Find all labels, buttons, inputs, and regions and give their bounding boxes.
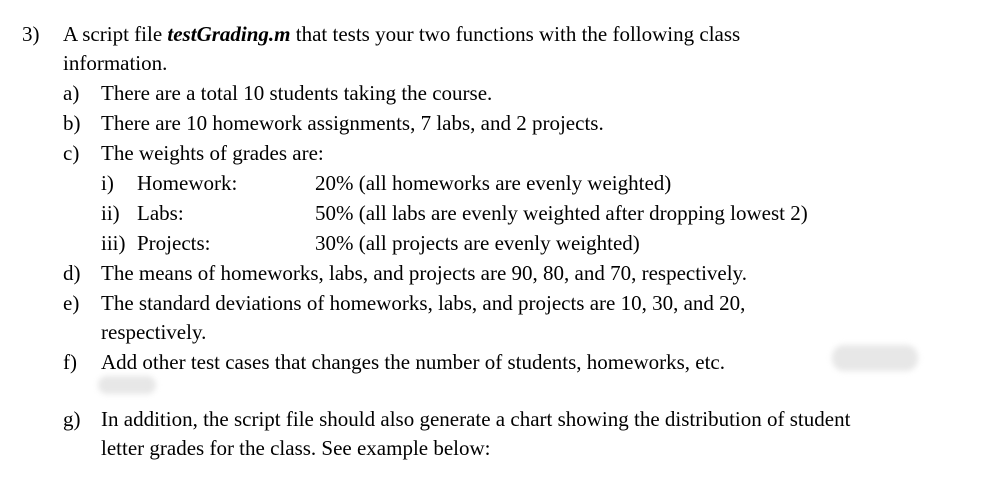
sub-ii-label: Labs:	[137, 201, 184, 225]
item-c-text: The weights of grades are:	[101, 141, 324, 165]
script-filename: testGrading.m	[167, 22, 291, 46]
redaction-blur	[832, 345, 918, 371]
item-d-text: The means of homeworks, labs, and projects are 90, 80, and 70, respectively.	[101, 261, 747, 285]
sub-iii-value: 30% (all projects are evenly weighted)	[315, 231, 640, 255]
item-e-text: The standard deviations of homeworks, labs, and projects are 10, 30, and 20,	[101, 291, 746, 315]
item-3-intro	[63, 21, 740, 47]
item-a-text: There are a total 10 students taking the course.	[101, 81, 493, 105]
item-e-marker: e)	[63, 291, 80, 315]
item-g-cont: letter grades for the class. See example below:	[101, 436, 491, 460]
sub-ii-marker: ii)	[101, 201, 120, 225]
item-e-cont: respectively.	[101, 320, 207, 344]
sub-i-label: Homework:	[137, 171, 238, 195]
item-b-marker: b)	[63, 111, 81, 135]
sub-iii-marker: iii)	[101, 231, 126, 255]
item-f-marker: f)	[63, 350, 77, 374]
item-c-marker: c)	[63, 141, 80, 165]
sub-ii-value: 50% (all labs are evenly weighted after dropping lowest 2)	[315, 201, 808, 225]
item-g-text: In addition, the script file should also generate a chart showing the distribution of student	[101, 407, 851, 431]
sub-iii-label: Projects:	[137, 231, 211, 255]
item-a-marker: a)	[63, 81, 80, 105]
redaction-blur	[98, 376, 156, 394]
intro-prefix: A script file	[63, 22, 168, 46]
item-3-number: 3)	[22, 22, 40, 46]
item-g-marker: g)	[63, 407, 81, 431]
item-b-text: There are 10 homework assignments, 7 labs, and 2 projects.	[101, 111, 604, 135]
intro-suffix: that tests your two functions with the following class	[290, 22, 741, 46]
sub-i-marker: i)	[101, 171, 114, 195]
item-3-intro-cont: information.	[63, 51, 168, 75]
sub-i-value: 20% (all homeworks are evenly weighted)	[315, 171, 672, 195]
item-d-marker: d)	[63, 261, 81, 285]
item-f-text: Add other test cases that changes the number of students, homeworks, etc.	[101, 350, 726, 374]
